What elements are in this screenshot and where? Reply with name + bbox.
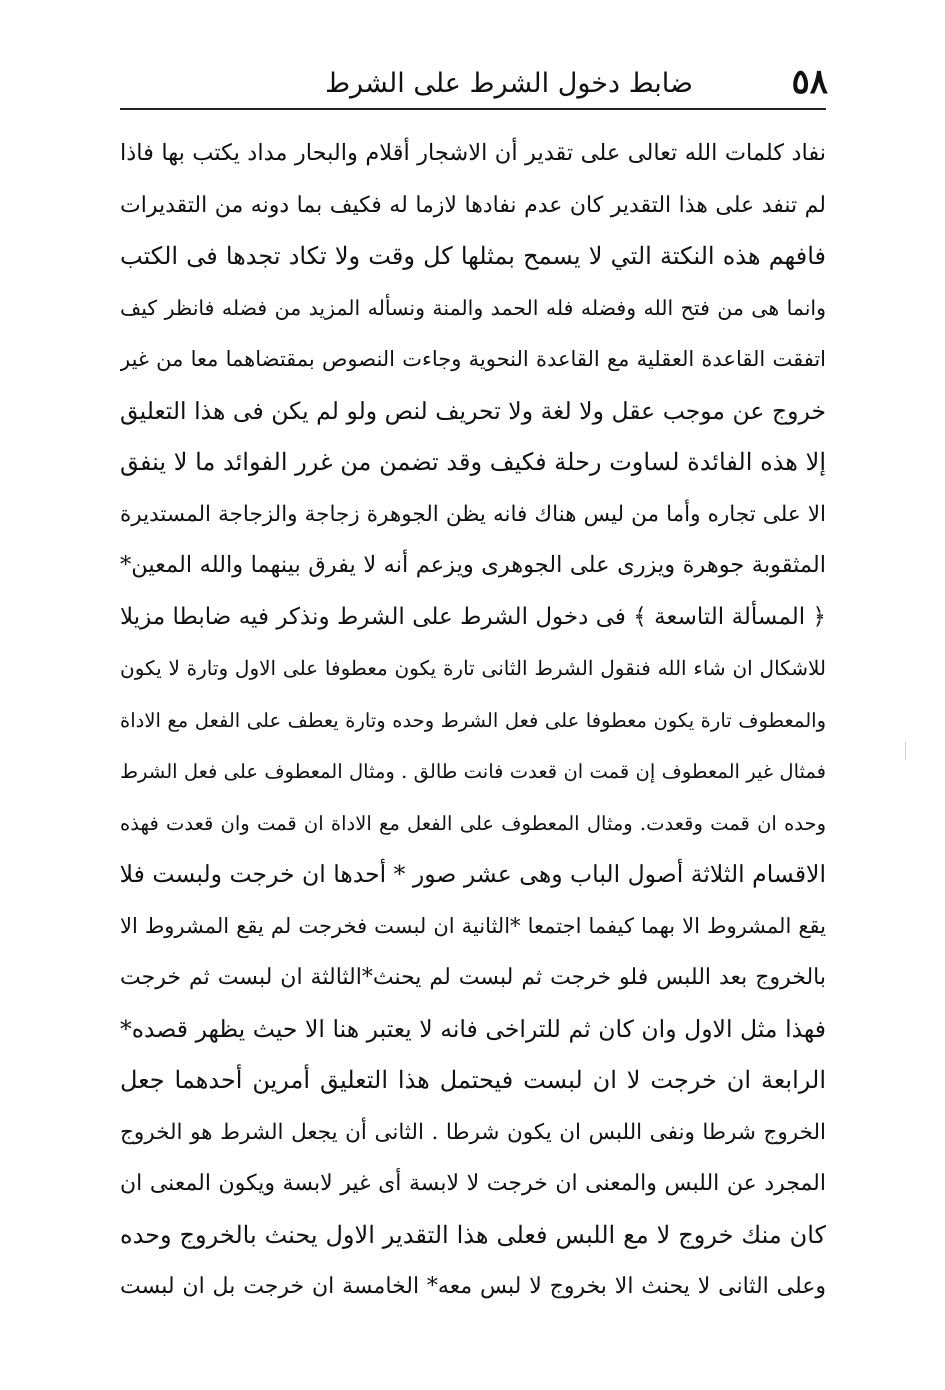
page-header — [120, 58, 828, 108]
text-line: الا على تجاره وأما من ليس هناك فانه يظن الجوهرة زجاجة والزجاجة المستديرة — [120, 501, 826, 527]
text-line: اتفقت القاعدة العقلية مع القاعدة النحوية وجاءت النصوص بمقتضاهما معا من غير — [120, 347, 826, 371]
text-line: المثقوبة جوهرة ويزرى على الجوهرى ويزعم أنه لا يفرق بينهما والله المعين* — [120, 552, 826, 578]
running-title: ضابط دخول الشرط على الشرط — [325, 68, 693, 99]
text-line: والمعطوف تارة يكون معطوفا على فعل الشرط وحده وتارة يعطف على الفعل مع الاداة — [120, 708, 826, 732]
text-line: خروج عن موجب عقل ولا لغة ولا تحريف لنص ولو لم يكن فى هذا التعليق — [120, 396, 826, 425]
text-line: وعلى الثانى لا يحنث الا بخروج لا لبس معه* الخامسة ان خرجت بل ان لبست — [120, 1274, 826, 1299]
text-line: الخروج شرطا ونفى اللبس ان يكون شرطا . الثانى أن يجعل الشرط هو الخروج — [120, 1119, 826, 1145]
header-rule — [120, 108, 826, 110]
text-line: فافهم هذه النكتة التي لا يسمح بمثلها كل وقت ولا تكاد تجدها فى الكتب — [120, 242, 826, 270]
text-line: كان منك خروج لا مع اللبس فعلى هذا التقدير الاول يحنث بالخروج وحده — [120, 1220, 826, 1249]
text-line: وحده ان قمت وقعدت. ومثال المعطوف على الفعل مع الاداة ان قمت وان قعدت فهذه — [120, 811, 826, 835]
text-line: المجرد عن اللبس والمعنى ان خرجت لا لابسة أى غير لابسة ويكون المعنى ان — [120, 1171, 826, 1196]
text-line: بالخروج بعد اللبس فلو خرجت ثم لبست لم يحنث*الثالثة ان لبست ثم خرجت — [120, 965, 826, 990]
text-line: يقع المشروط الا بهما كيفما اجتمعا *الثانية ان لبست فخرجت لم يقع المشروط الا — [120, 913, 826, 938]
text-line: للاشكال ان شاء الله فنقول الشرط الثانى تارة يكون معطوفا على الاول وتارة لا يكون — [120, 656, 826, 680]
page-number: ٥٨ — [791, 62, 828, 102]
text-line: الاقسام الثلاثة أصول الباب وهى عشر صور * أحدها ان خرجت ولبست فلا — [120, 860, 826, 888]
text-line: الرابعة ان خرجت لا ان لبست فيحتمل هذا التعليق أمرين أحدهما جعل — [120, 1066, 826, 1094]
body-text — [120, 128, 826, 1313]
text-line: وانما هى من فتح الله وفضله فله الحمد والمنة ونسأله المزيد من فضله فانظر كيف — [120, 295, 826, 320]
margin-mark — [905, 742, 906, 760]
section-heading-line: ﴿ المسألة التاسعة ﴾ فى دخول الشرط على الشرط ونذكر فيه ضابطا مزيلا — [120, 603, 826, 630]
text-line: فمثال غير المعطوف إن قمت ان قعدت فانت طالق . ومثال المعطوف على فعل الشرط — [120, 760, 826, 783]
text-line: إلا هذه الفائدة لساوت رحلة فكيف وقد تضمن من غرر الفوائد ما لا ينفق — [120, 448, 826, 476]
text-line: لم تنفد على هذا التقدير كان عدم نفادها لازما له فكيف بما دونه من التقديرات — [120, 192, 826, 218]
text-line: نفاد كلمات الله تعالى على تقدير أن الاشجار أقلام والبحار مداد يكتب بها فاذا — [120, 140, 826, 166]
text-line: فهذا مثل الاول وان كان ثم للتراخى فانه لا يعتبر هنا الا حيث يظهر قصده* — [120, 1014, 826, 1043]
